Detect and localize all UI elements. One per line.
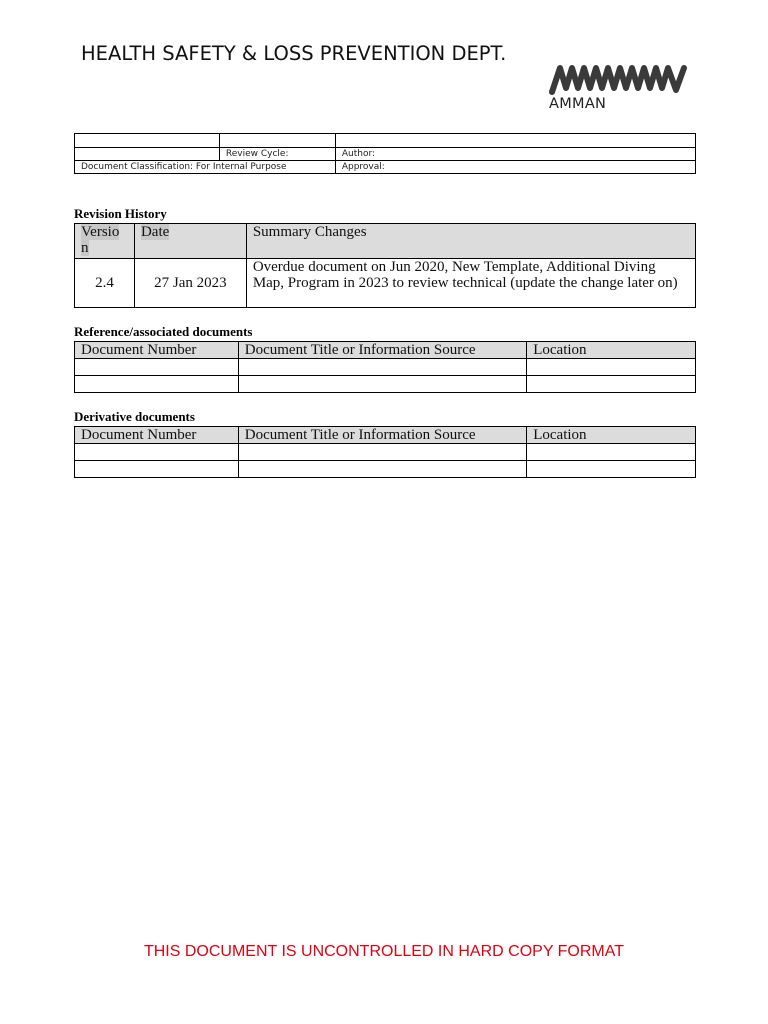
author-label: Author: xyxy=(335,148,695,161)
table-row xyxy=(75,444,696,461)
derivative-documents-title: Derivative documents xyxy=(74,409,195,424)
table-row xyxy=(75,376,696,393)
meta-cell xyxy=(75,134,220,148)
document-header-title: HEALTH SAFETY & LOSS PREVENTION DEPT. xyxy=(81,42,507,65)
document-meta-table xyxy=(74,133,696,174)
column-header-summary: Summary Changes xyxy=(246,224,695,259)
meta-cell xyxy=(75,148,220,161)
classification-label: Document Classification: For Internal Purpose xyxy=(75,161,336,174)
column-header-date: Date xyxy=(134,224,246,259)
approval-label: Approval: xyxy=(335,161,695,174)
reference-documents-title: Reference/associated documents xyxy=(74,324,253,339)
meta-cell xyxy=(335,134,695,148)
table-row xyxy=(75,259,696,308)
column-header-document-title: Document Title or Information Source xyxy=(238,427,526,444)
meta-cell xyxy=(219,134,335,148)
column-header-document-number: Document Number xyxy=(75,427,239,444)
version-cell: 2.4 xyxy=(75,259,135,308)
column-header-location: Location xyxy=(527,342,696,359)
column-header-version: Versio n xyxy=(75,224,135,259)
logo-wordmark: AMMAN xyxy=(549,96,607,112)
summary-cell: Overdue document on Jun 2020, New Template, Additional Diving Map, Program in 2023 to review technical (update the change later on) xyxy=(246,259,695,308)
review-cycle-label: Review Cycle: xyxy=(219,148,335,161)
uncontrolled-copy-notice: THIS DOCUMENT IS UNCONTROLLED IN HARD COPY FORMAT xyxy=(143,943,625,960)
table-row xyxy=(75,359,696,376)
revision-history-title: Revision History xyxy=(74,206,167,221)
table-row xyxy=(75,461,696,478)
derivative-documents-table xyxy=(74,426,696,478)
column-header-location: Location xyxy=(527,427,696,444)
column-header-document-number: Document Number xyxy=(75,342,239,359)
column-header-document-title: Document Title or Information Source xyxy=(238,342,526,359)
revision-history-table xyxy=(74,223,696,308)
date-cell: 27 Jan 2023 xyxy=(134,259,246,308)
reference-documents-table xyxy=(74,341,696,393)
